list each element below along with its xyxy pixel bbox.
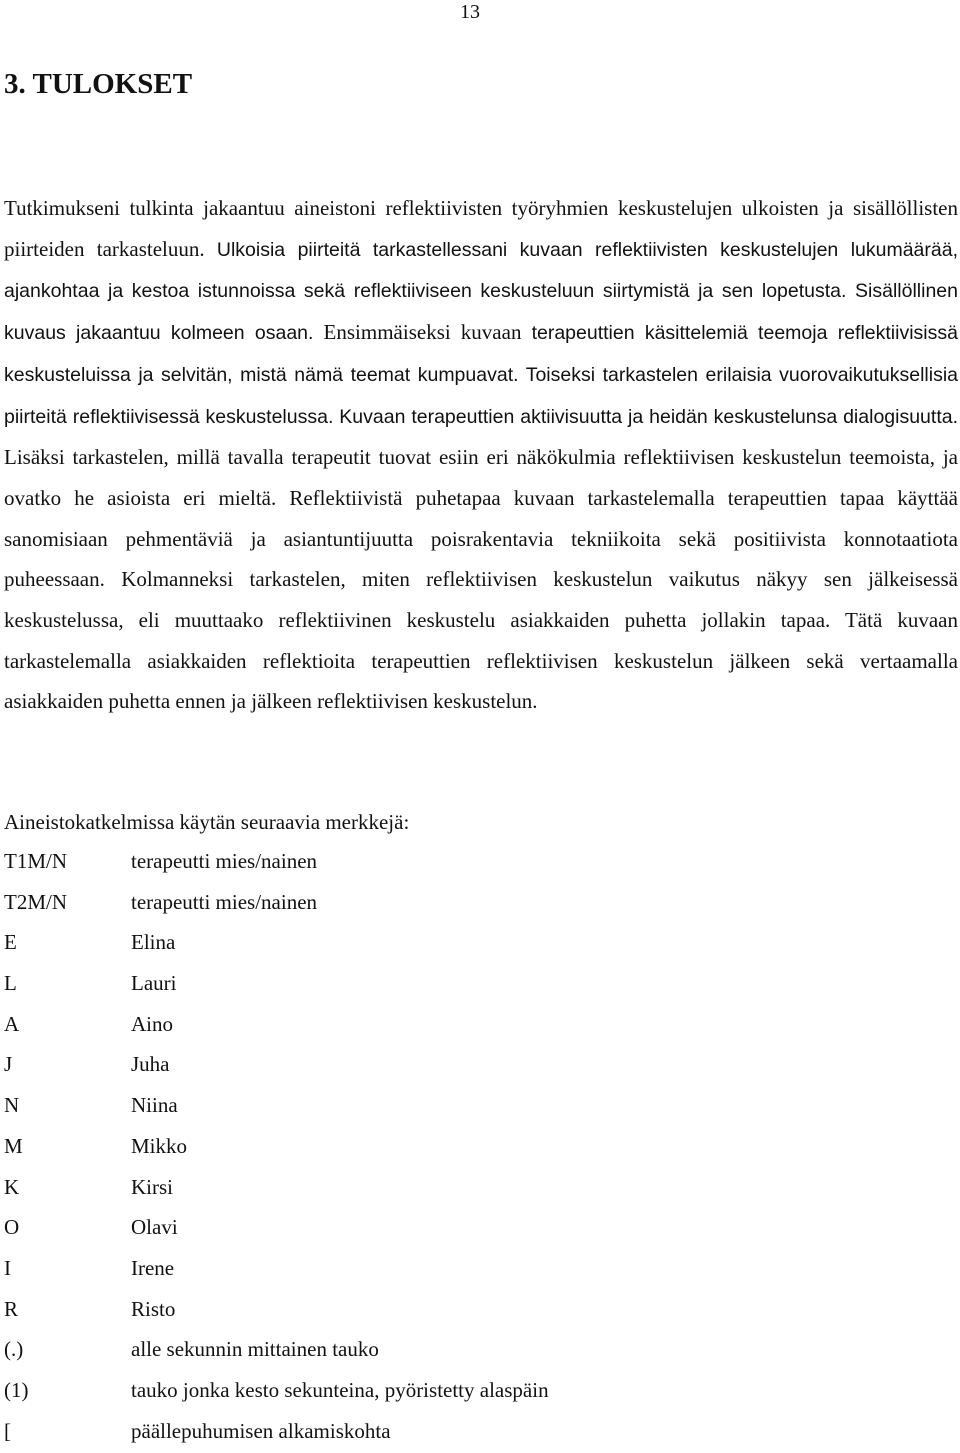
legend-intro: Aineistokatkelmissa käytän seuraavia merkkejä: — [4, 810, 410, 834]
legend-key: M — [4, 1133, 23, 1158]
legend-value: Irene — [131, 1255, 175, 1280]
paragraph-text-serif-3: Lisäksi tarkastelen, millä tavalla terapeutit tuovat esiin eri näkökulmia reflektiivisen keskustelun teemoista, ja ovatko he asioista eri mieltä. Reflektiivistä puhetapaa kuvaan tarkastelemalla terapeuttien tapaa käyttää sanomisiaan pehmentäviä ja asiantuntijuutta poisrakentavia tekniikoita sekä positiivista konnotaatiota puheessaan. Kolmanneksi tarkastelen, miten reflektiivisen keskustelun vaikutus näkyy sen jälkeisessä keskustelussa, eli muuttaako reflektiivinen keskustelu asiakkaiden puhetta jollakin tapaa. Tätä kuvaan tarkastelemalla asiakkaiden reflektioita terapeuttien reflektiivisen keskustelun jälkeen sekä vertaamalla asiakkaiden puhetta ennen ja jälkeen reflektiivisen keskustelun. — [4, 445, 958, 714]
paragraph-text-sans-2: terapeuttien käsittelemiä teemoja reflektiivisissä keskusteluissa ja selvitän, mistä nämä teemat kumpuavat. Toiseksi tarkastelen erilaisia vuorovaikutuksellisia piirteitä reflektiivisessä keskustelussa. Kuvaan terapeuttien aktiivisuutta ja heidän keskustelunsa dialogisuutta. — [4, 322, 958, 428]
legend-value: Elina — [131, 930, 176, 955]
legend-key: T2M/N — [4, 889, 67, 914]
legend-value: alle sekunnin mittainen tauko — [131, 1337, 379, 1362]
legend-row — [4, 843, 904, 884]
legend-key: J — [4, 1052, 13, 1077]
page-number: 13 — [460, 1, 480, 23]
transcription-legend — [4, 843, 904, 1453]
legend-row — [4, 1006, 904, 1047]
legend-row — [4, 1331, 904, 1372]
legend-key: E — [4, 930, 17, 955]
legend-value: terapeutti mies/nainen — [131, 849, 318, 873]
legend-key: O — [4, 1215, 20, 1240]
paragraph-text-serif-1: Tutkimukseni tulkinta jakaantuu aineistoni reflektiivisten työryhmien keskustelujen ulkoisten ja sisällöllisten piirteiden tarkasteluun. — [4, 196, 958, 261]
legend-row — [4, 1128, 904, 1169]
legend-value: Kirsi — [131, 1174, 173, 1199]
legend-key: A — [4, 1011, 20, 1036]
legend-value: Olavi — [131, 1215, 178, 1240]
legend-row — [4, 1291, 904, 1332]
legend-value: Mikko — [131, 1133, 188, 1158]
legend-value: terapeutti mies/nainen — [131, 889, 318, 914]
legend-key: [ — [4, 1418, 11, 1443]
paragraph-text-serif-2: Ensimmäiseksi kuvaan — [313, 320, 532, 345]
legend-row — [4, 1209, 904, 1250]
section-heading: 3. TULOKSET — [4, 68, 193, 100]
legend-value: päällepuhumisen alkamiskohta — [131, 1418, 391, 1443]
legend-row — [4, 1169, 904, 1210]
legend-row — [4, 1413, 904, 1453]
legend-row — [4, 1046, 904, 1087]
legend-value: Niina — [131, 1093, 178, 1118]
legend-key: (1) — [4, 1377, 29, 1402]
legend-value: Aino — [131, 1011, 173, 1036]
legend-key: R — [4, 1296, 19, 1321]
results-paragraph — [4, 188, 958, 722]
legend-row — [4, 965, 904, 1006]
legend-value: tauko jonka kesto sekunteina, pyöristetty alaspäin — [131, 1377, 549, 1402]
paragraph-text-sans-1: Ulkoisia piirteitä tarkastellessani kuvaan reflektiivisten keskustelujen lukumäärää, ajankohtaa ja kestoa istunnoissa sekä reflektiiviseen keskusteluun siirtymistä ja sen lopetusta. Sisällöllinen kuvaus jakaantuu kolmeen osaan. — [4, 238, 958, 345]
legend-row — [4, 884, 904, 925]
legend-key: K — [4, 1174, 20, 1199]
legend-key: (.) — [4, 1337, 24, 1362]
legend-value: Risto — [131, 1296, 176, 1321]
legend-row — [4, 1087, 904, 1128]
legend-row — [4, 1372, 904, 1413]
legend-row — [4, 1250, 904, 1291]
legend-value: Lauri — [131, 971, 177, 996]
legend-key: T1M/N — [4, 849, 67, 873]
legend-key: L — [4, 971, 17, 996]
legend-value: Juha — [131, 1052, 170, 1077]
legend-row — [4, 924, 904, 965]
legend-key: N — [4, 1093, 20, 1118]
legend-key: I — [4, 1255, 11, 1280]
